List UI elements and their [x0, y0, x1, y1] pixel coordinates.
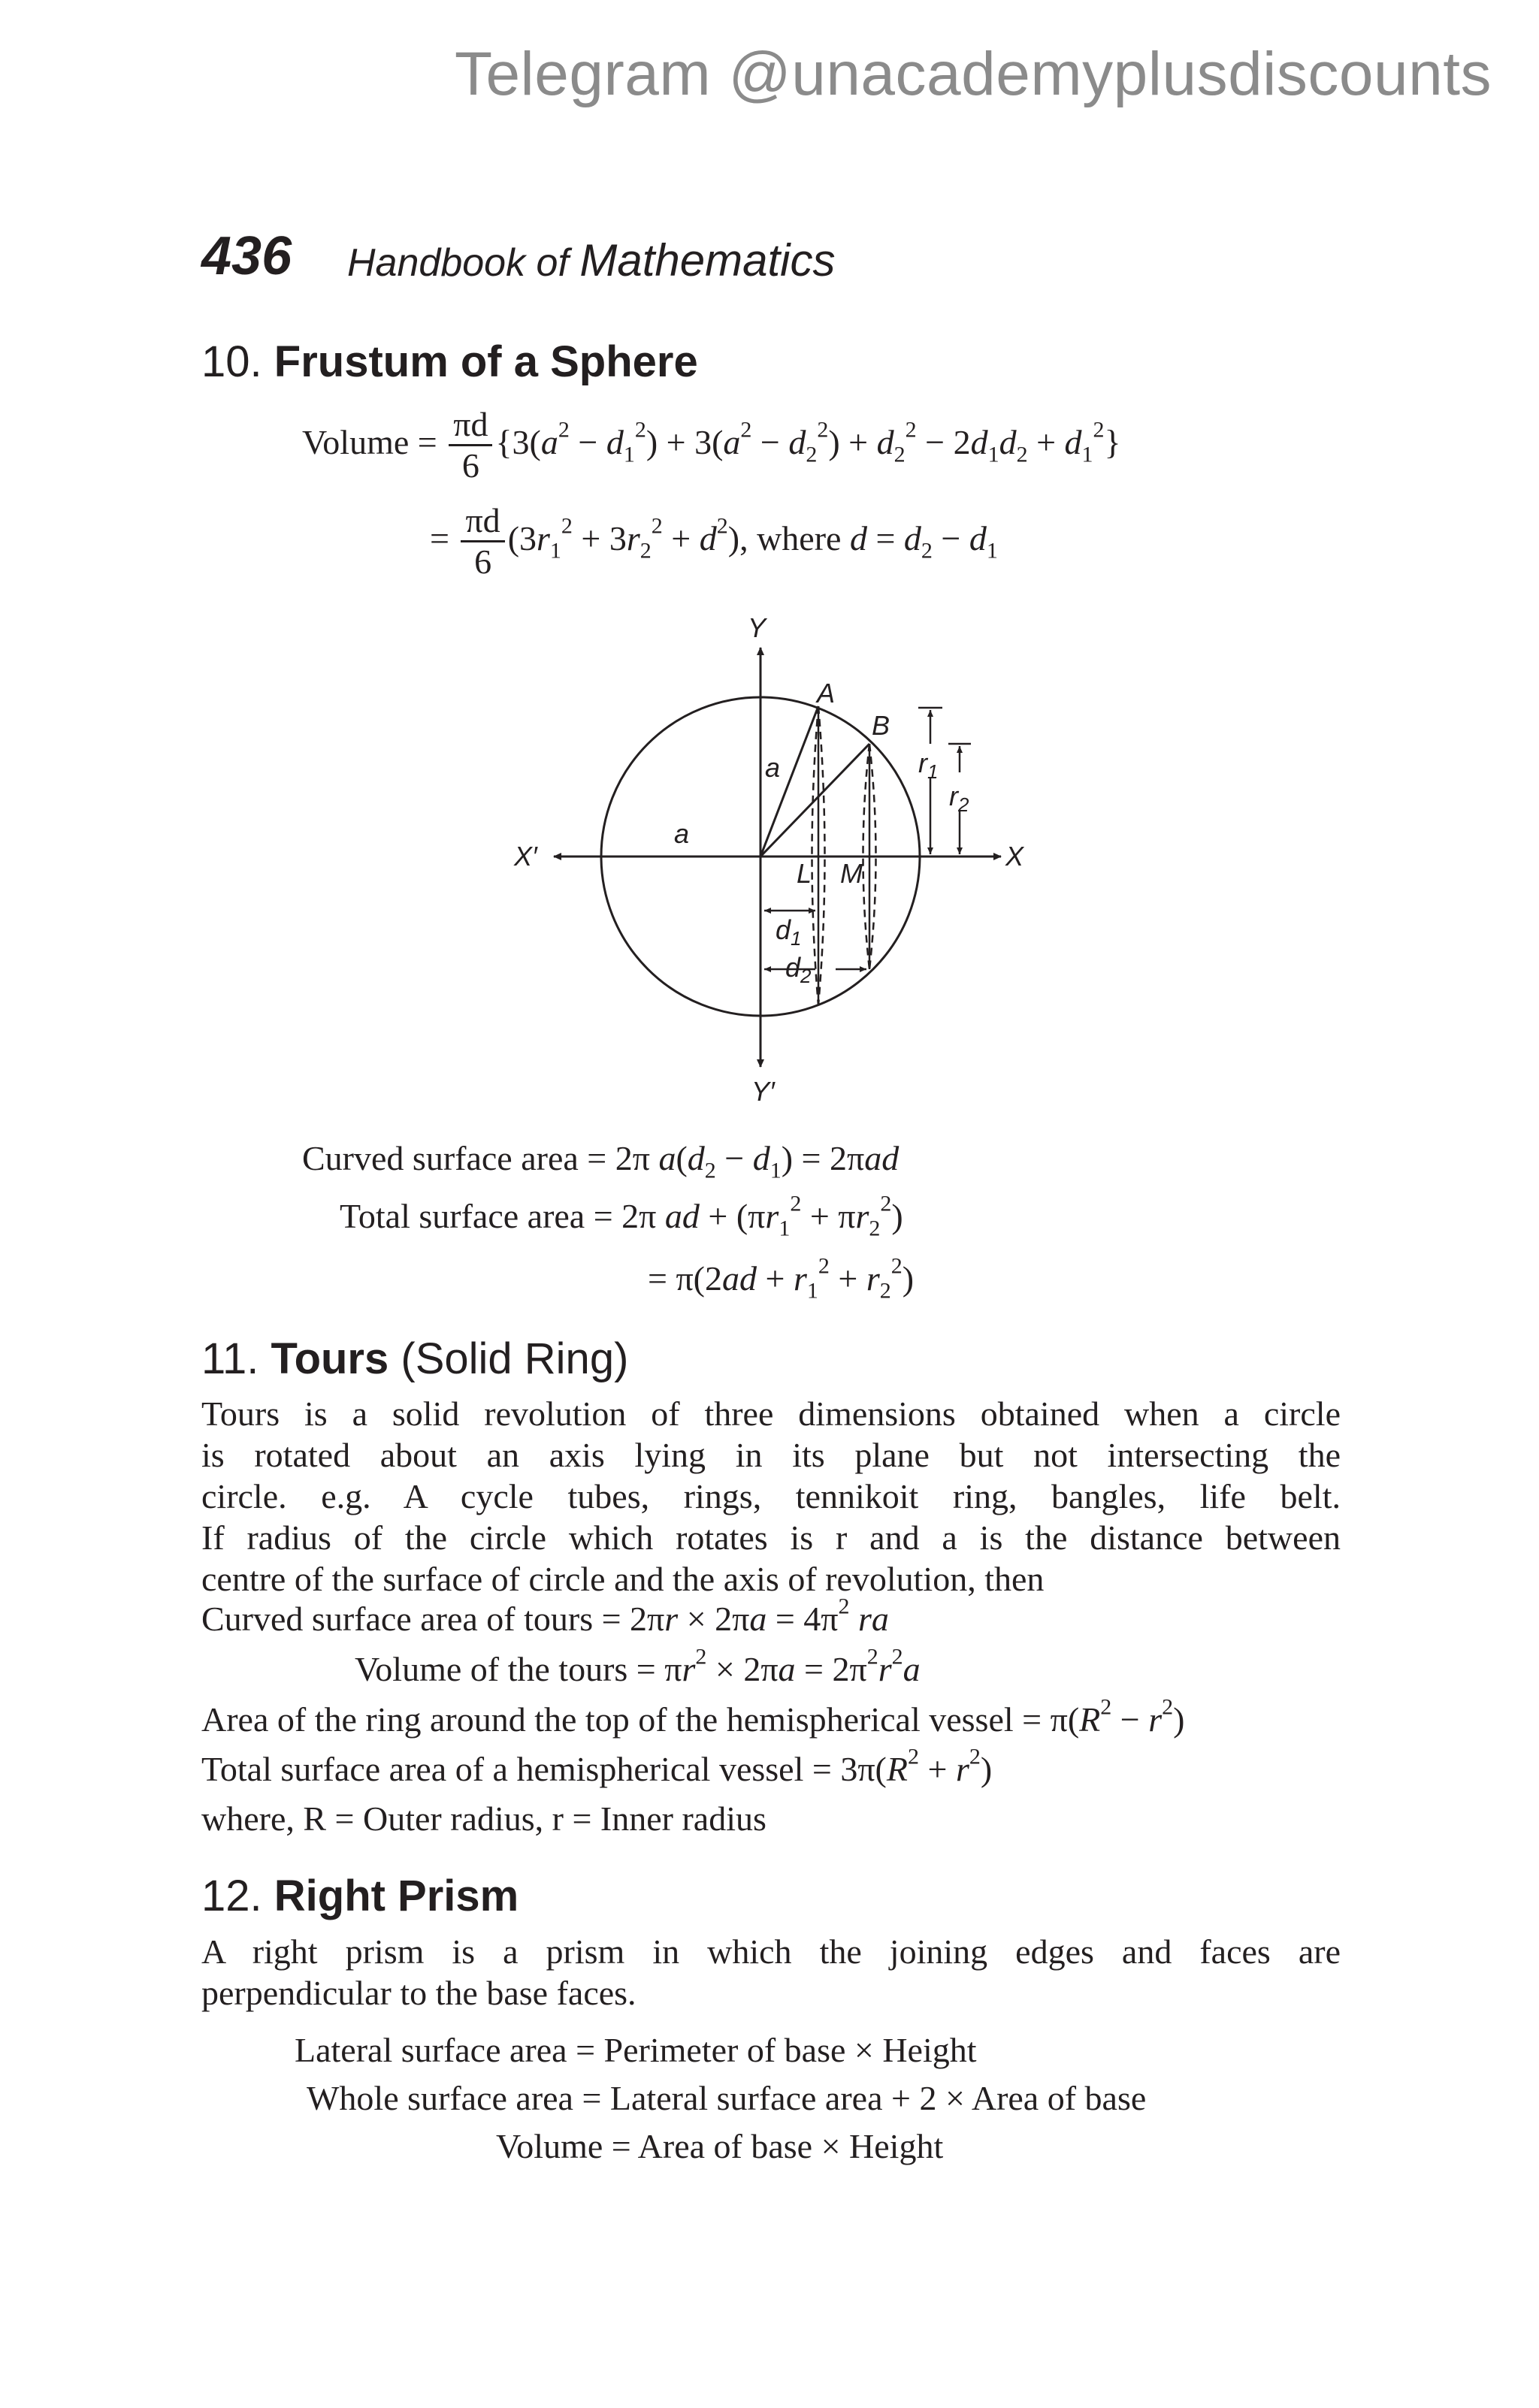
- fraction-numerator: πd: [449, 406, 492, 446]
- paragraph-line: perpendicular to the base faces.: [201, 1974, 636, 2012]
- curved-surface-area-formula: Curved surface area = 2π $a(d_2 - d_1) = 2\pi ad$: [302, 1139, 900, 1183]
- watermark: Telegram @unacademyplusdiscounts: [454, 40, 1492, 108]
- lateral-surface-formula: Lateral surface area = Perimeter of base × Height: [295, 2031, 977, 2069]
- total-surface-area-simplified: = $\pi(2ad + r_1^2 + r_2^2)$: [648, 1253, 915, 1304]
- book-title-main: Mathematics: [579, 235, 836, 286]
- section-heading-tours: [201, 1334, 628, 1384]
- tours-paragraph: [201, 1393, 1341, 1600]
- curved-label: Curved surface area =: [302, 1139, 607, 1177]
- fraction-numerator: πd: [461, 502, 504, 542]
- label-r2: $r_2$: [949, 781, 969, 816]
- frustum-volume-formula: Volume = $\frac{\pi d}{6}$ $\{3(a^2 - d_1^2) + 3(a^2 - d_2^2) + d_2^2 - 2d_1d_2 + d_1^2\}$: [302, 405, 1121, 485]
- section-number: 10.: [201, 337, 262, 386]
- section-title: Frustum of a Sphere: [274, 337, 698, 386]
- section-heading-prism: [201, 1871, 519, 1921]
- where-text: , where: [739, 518, 842, 557]
- total-surface-area-formula: Total surface area = 2π ad + $(\pi r_1^2 + \pi r_2^2)$: [340, 1191, 903, 1241]
- section-subtitle: (Solid Ring): [401, 1334, 629, 1383]
- ring-label: Area of the ring around the top of the hemispherical vessel =: [201, 1700, 1042, 1739]
- label-y-top: Y: [748, 612, 766, 643]
- section-number: 12.: [201, 1872, 262, 1920]
- page-number: 436: [201, 226, 292, 286]
- fraction-denominator: 6: [474, 542, 492, 581]
- tours-volume-formula: Volume of the tours = $\pi r^2 \times 2\pi a = 2\pi^2r^2a$: [355, 1644, 921, 1688]
- label-a-radius: a: [674, 818, 690, 849]
- volume-label: Volume =: [302, 422, 437, 461]
- label-x-left: X′: [514, 841, 537, 872]
- whole-surface-formula: Whole surface area = Lateral surface area + 2 × Area of base: [307, 2079, 1147, 2117]
- curved-label: Curved surface area of tours =: [201, 1600, 621, 1638]
- label-point-a: A: [817, 678, 836, 709]
- section-title: Right Prism: [274, 1872, 519, 1920]
- prism-paragraph: [201, 1931, 1341, 2014]
- label-point-m: M: [840, 858, 863, 889]
- label-point-b: B: [872, 710, 890, 741]
- label-point-l: L: [797, 858, 812, 889]
- frustum-diagram: [0, 0, 1539, 1127]
- radius-definitions: where, R = Outer radius, r = Inner radius: [201, 1799, 766, 1838]
- volume-label: Volume of the tours =: [355, 1650, 656, 1688]
- paragraph-line: A right prism is a prism in which the joining edges and faces are: [201, 1932, 1341, 1971]
- prism-volume-formula: Volume = Area of base × Height: [496, 2127, 944, 2165]
- total-label: Total surface area =: [340, 1197, 613, 1235]
- paragraph-line: Tours is a solid revolution of three dimensions obtained when a circle: [201, 1394, 1341, 1433]
- paragraph-line: circle. e.g. A cycle tubes, rings, tennikoit ring, bangles, life belt.: [201, 1477, 1341, 1515]
- frustum-volume-formula-simplified: = $\frac{\pi d}{6}$ $(3r_1^2 + 3r_2^2 + d^2)$, where $d = d_2 - d_1$: [430, 501, 998, 581]
- section-number: 11.: [201, 1334, 259, 1383]
- ring-area-formula: Area of the ring around the top of the hemispherical vessel = $\pi(R^2 - r^2)$: [201, 1694, 1185, 1739]
- label-x-right: X: [1005, 841, 1024, 872]
- label-d2: $d_2$: [785, 952, 812, 987]
- section-title: Tours: [271, 1334, 389, 1383]
- tours-curved-surface-formula: Curved surface area of tours = $2\pi r \times 2\pi a = 4\pi^2$ ra: [201, 1594, 889, 1638]
- label-r1: $r_1$: [918, 748, 939, 783]
- vessel-label: Total surface area of a hemispherical vessel =: [201, 1750, 832, 1788]
- book-title-prefix: Handbook of: [347, 241, 569, 285]
- fraction-denominator: 6: [461, 446, 479, 485]
- hemispherical-vessel-formula: Total surface area of a hemispherical vessel = $3\pi(R^2 + r^2)$: [201, 1744, 993, 1788]
- paragraph-line: If radius of the circle which rotates is r and a is the distance between: [201, 1518, 1341, 1557]
- label-d1: $d_1$: [776, 914, 802, 950]
- label-a-chord: a: [765, 752, 781, 783]
- paragraph-line: is rotated about an axis lying in its plane but not intersecting the: [201, 1436, 1341, 1474]
- paragraph-line: centre of the surface of circle and the axis of revolution, then: [201, 1560, 1045, 1598]
- label-y-bottom: Y′: [751, 1076, 775, 1107]
- equals-sign: =: [430, 518, 449, 557]
